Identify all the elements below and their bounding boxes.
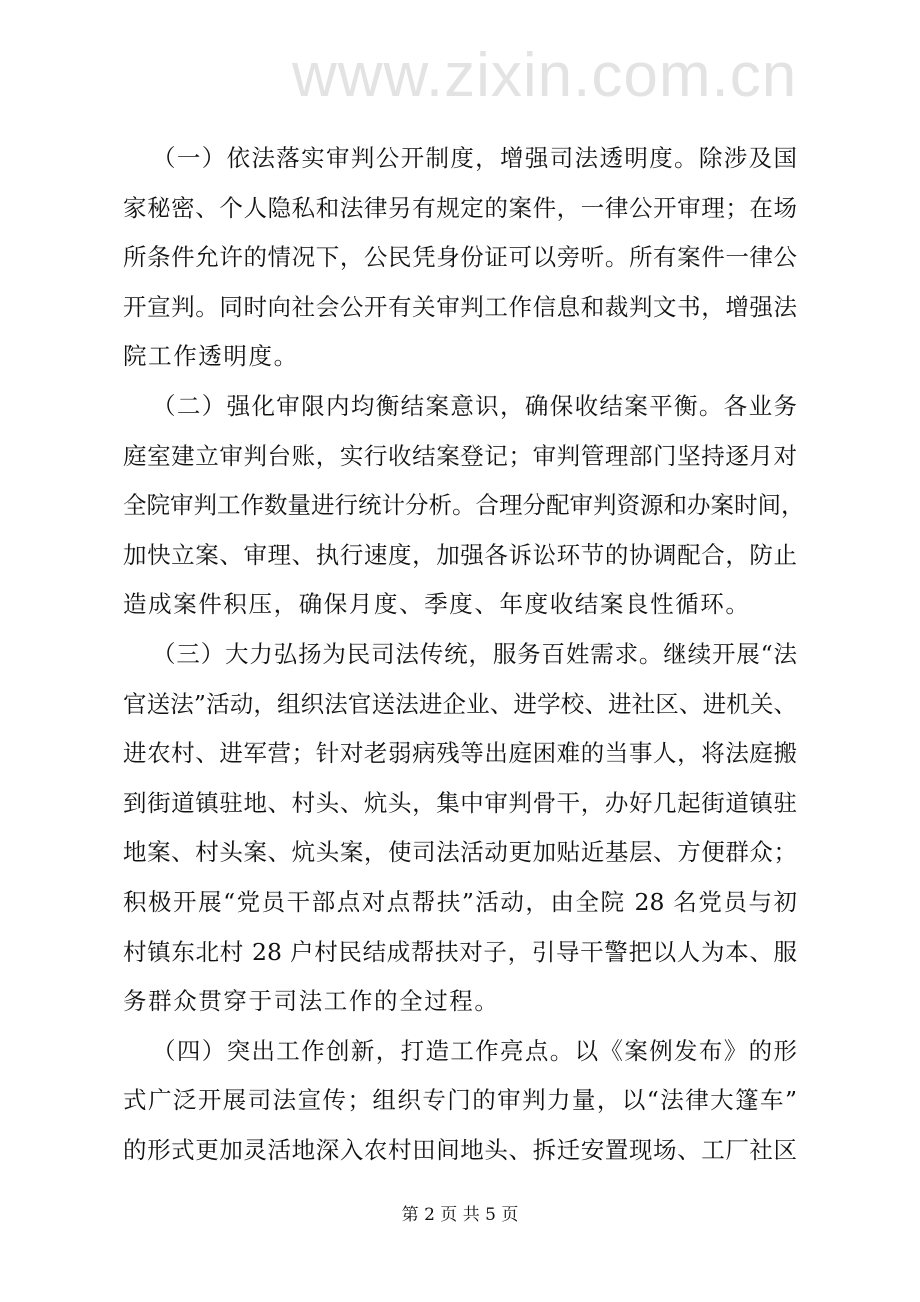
paragraph-line: （四）突出工作创新，打造工作亮点。以《案例发布》的形	[152, 1036, 797, 1065]
paragraph-line: 的形式更加灵活地深入农村田间地头、拆迁安置现场、工厂社区	[123, 1136, 797, 1164]
paragraph-line: 所条件允许的情况下，公民凭身份证可以旁听。所有案件一律公	[123, 243, 797, 272]
paragraph-line: 积极开展“党员干部点对点帮扶”活动，由全院 28 名党员与初	[123, 888, 797, 916]
paragraph-line: 进农村、进军营；针对老弱病残等出庭困难的当事人，将法庭搬	[123, 739, 797, 768]
paragraph-line: 造成案件积压，确保月度、季度、年度收结案良性循环。	[123, 590, 751, 619]
paragraph-line: 加快立案、审理、执行速度，加强各诉讼环节的协调配合，防止	[123, 540, 797, 569]
paragraph-line: 开宣判。同时向社会公开有关审判工作信息和裁判文书，增强法	[123, 292, 797, 321]
paragraph-line: 村镇东北村 28 户村民结成帮扶对子，引导干警把以人为本、服	[123, 937, 797, 966]
paragraph-line: 到街道镇驻地、村头、炕头，集中审判骨干，办好几起街道镇驻	[123, 788, 797, 817]
paragraph-line: 官送法”活动，组织法官送法进企业、进学校、进社区、进机关、	[123, 689, 797, 718]
paragraph-line: 全院审判工作数量进行统计分析。合理分配审判资源和办案时间，	[123, 491, 805, 520]
paragraph-line: 院工作透明度。	[123, 342, 299, 371]
paragraph-line: 式广泛开展司法宣传；组织专门的审判力量，以“法律大篷车”	[123, 1086, 797, 1115]
watermark: www.zixin.com.cn	[292, 41, 798, 110]
paragraph-line: 务群众贯穿于司法工作的全过程。	[123, 987, 500, 1016]
paragraph-line: 地案、村头案、炕头案，使司法活动更加贴近基层、方便群众；	[123, 838, 797, 867]
paragraph-line: （三）大力弘扬为民司法传统，服务百姓需求。继续开展“法	[152, 640, 797, 668]
paragraph-line: （一）依法落实审判公开制度，增强司法透明度。除涉及国	[152, 144, 797, 172]
paragraph-line: 家秘密、个人隐私和法律另有规定的案件，一律公开审理；在场	[123, 193, 797, 222]
page-footer: 第 2 页 共 5 页	[401, 1205, 519, 1225]
paragraph-line: 庭室建立审判台账，实行收结案登记；审判管理部门坚持逐月对	[123, 441, 797, 470]
paragraph-line: （二）强化审限内均衡结案意识，确保收结案平衡。各业务	[152, 392, 797, 420]
